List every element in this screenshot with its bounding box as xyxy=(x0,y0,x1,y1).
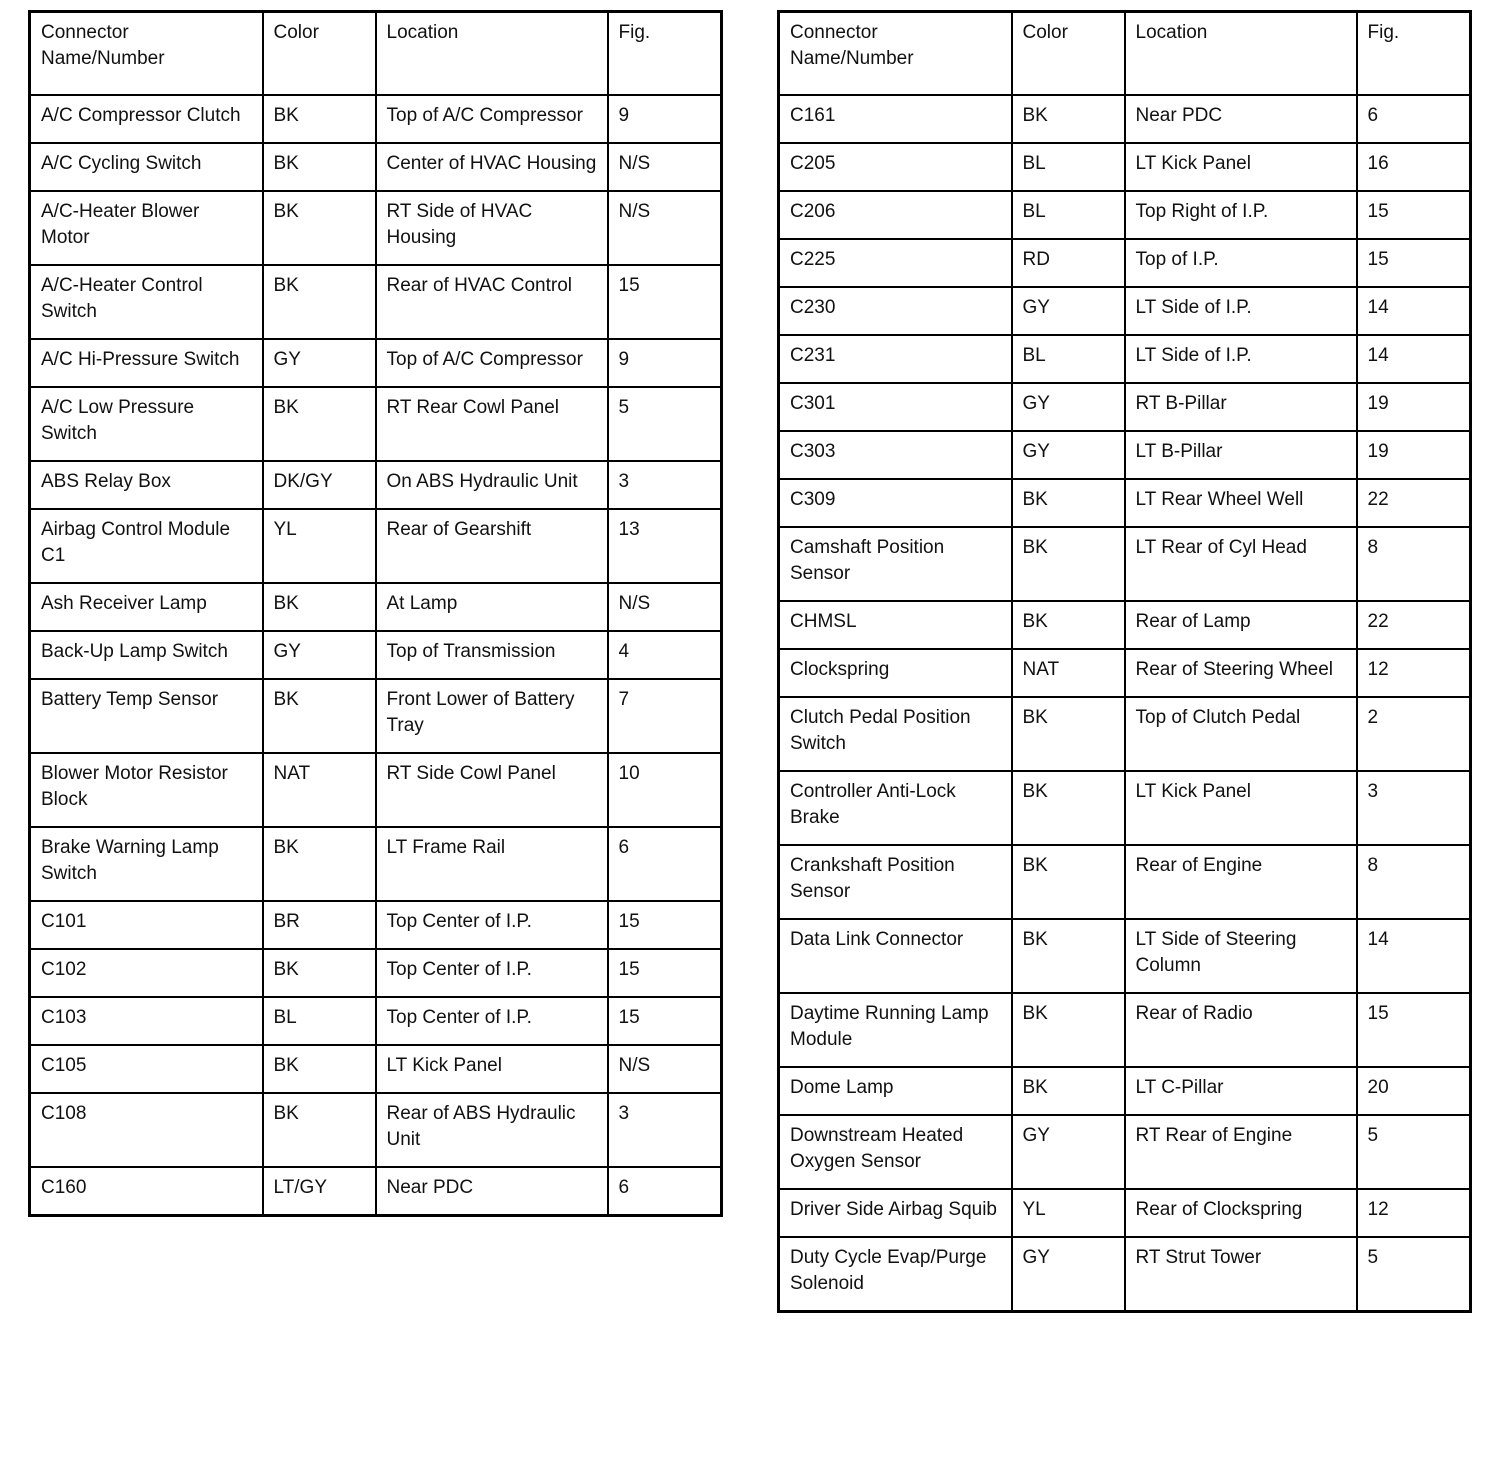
fig-cell: 12 xyxy=(1357,1189,1471,1237)
connector-name-cell: A/C Low Pressure Switch xyxy=(30,387,263,461)
table-row xyxy=(779,649,1471,697)
table-row xyxy=(30,827,722,901)
fig-cell: 13 xyxy=(608,509,722,583)
fig-cell: 15 xyxy=(1357,239,1471,287)
fig-cell: N/S xyxy=(608,143,722,191)
location-cell: Rear of Gearshift xyxy=(376,509,608,583)
table-row xyxy=(779,1189,1471,1237)
table-row xyxy=(779,431,1471,479)
fig-cell: 19 xyxy=(1357,431,1471,479)
connector-name-cell: C108 xyxy=(30,1093,263,1167)
table-row xyxy=(779,993,1471,1067)
location-cell: Top Center of I.P. xyxy=(376,949,608,997)
fig-cell: 3 xyxy=(608,461,722,509)
connector-name-cell: C225 xyxy=(779,239,1012,287)
connector-name-cell: A/C Hi-Pressure Switch xyxy=(30,339,263,387)
connector-name-cell: C205 xyxy=(779,143,1012,191)
location-cell: RT Strut Tower xyxy=(1125,1237,1357,1312)
color-cell: GY xyxy=(1012,1115,1125,1189)
color-cell: GY xyxy=(263,631,376,679)
color-cell: BK xyxy=(263,191,376,265)
location-cell: LT Side of I.P. xyxy=(1125,287,1357,335)
connector-table-left xyxy=(28,10,723,1217)
location-cell: Top of A/C Compressor xyxy=(376,339,608,387)
color-cell: LT/GY xyxy=(263,1167,376,1216)
connector-name-cell: Clutch Pedal Position Switch xyxy=(779,697,1012,771)
connector-name-cell: C231 xyxy=(779,335,1012,383)
table-row xyxy=(779,95,1471,143)
connector-name-cell: Back-Up Lamp Switch xyxy=(30,631,263,679)
location-cell: LT Rear Wheel Well xyxy=(1125,479,1357,527)
column-header: Connector Name/Number xyxy=(30,12,263,96)
color-cell: GY xyxy=(1012,431,1125,479)
table-row xyxy=(779,919,1471,993)
connector-name-cell: Data Link Connector xyxy=(779,919,1012,993)
column-header: Fig. xyxy=(1357,12,1471,96)
connector-name-cell: C101 xyxy=(30,901,263,949)
fig-cell: 22 xyxy=(1357,479,1471,527)
fig-cell: 15 xyxy=(608,901,722,949)
column-header: Fig. xyxy=(608,12,722,96)
location-cell: LT B-Pillar xyxy=(1125,431,1357,479)
fig-cell: 2 xyxy=(1357,697,1471,771)
connector-name-cell: Dome Lamp xyxy=(779,1067,1012,1115)
table-row xyxy=(779,383,1471,431)
fig-cell: 15 xyxy=(1357,993,1471,1067)
column-header: Color xyxy=(1012,12,1125,96)
color-cell: BK xyxy=(1012,1067,1125,1115)
fig-cell: 15 xyxy=(608,265,722,339)
location-cell: LT Frame Rail xyxy=(376,827,608,901)
location-cell: Center of HVAC Housing xyxy=(376,143,608,191)
color-cell: GY xyxy=(1012,287,1125,335)
color-cell: BK xyxy=(1012,95,1125,143)
location-cell: LT Side of I.P. xyxy=(1125,335,1357,383)
location-cell: LT C-Pillar xyxy=(1125,1067,1357,1115)
column-header: Color xyxy=(263,12,376,96)
location-cell: Top Right of I.P. xyxy=(1125,191,1357,239)
fig-cell: 6 xyxy=(608,827,722,901)
color-cell: GY xyxy=(263,339,376,387)
color-cell: NAT xyxy=(1012,649,1125,697)
connector-name-cell: Driver Side Airbag Squib xyxy=(779,1189,1012,1237)
table-row xyxy=(779,191,1471,239)
table-row xyxy=(779,771,1471,845)
location-cell: Top of Clutch Pedal xyxy=(1125,697,1357,771)
location-cell: Top of Transmission xyxy=(376,631,608,679)
color-cell: BK xyxy=(263,949,376,997)
connector-name-cell: Daytime Running Lamp Module xyxy=(779,993,1012,1067)
table-row xyxy=(30,1045,722,1093)
location-cell: Rear of Lamp xyxy=(1125,601,1357,649)
connector-name-cell: Ash Receiver Lamp xyxy=(30,583,263,631)
table-row xyxy=(30,949,722,997)
fig-cell: 12 xyxy=(1357,649,1471,697)
fig-cell: N/S xyxy=(608,1045,722,1093)
color-cell: BK xyxy=(1012,845,1125,919)
fig-cell: N/S xyxy=(608,191,722,265)
table-row xyxy=(30,461,722,509)
location-cell: LT Side of Steering Column xyxy=(1125,919,1357,993)
color-cell: BL xyxy=(263,997,376,1045)
table-row xyxy=(30,679,722,753)
location-cell: RT B-Pillar xyxy=(1125,383,1357,431)
fig-cell: 15 xyxy=(608,949,722,997)
location-cell: Front Lower of Battery Tray xyxy=(376,679,608,753)
location-cell: LT Kick Panel xyxy=(1125,143,1357,191)
table-row xyxy=(779,335,1471,383)
column-header: Location xyxy=(1125,12,1357,96)
color-cell: RD xyxy=(1012,239,1125,287)
table-row xyxy=(30,387,722,461)
location-cell: Top Center of I.P. xyxy=(376,997,608,1045)
location-cell: LT Rear of Cyl Head xyxy=(1125,527,1357,601)
location-cell: Rear of Steering Wheel xyxy=(1125,649,1357,697)
connector-name-cell: CHMSL xyxy=(779,601,1012,649)
fig-cell: 14 xyxy=(1357,335,1471,383)
connector-name-cell: Duty Cycle Evap/Purge Solenoid xyxy=(779,1237,1012,1312)
column-header: Location xyxy=(376,12,608,96)
color-cell: BR xyxy=(263,901,376,949)
location-cell: Rear of Radio xyxy=(1125,993,1357,1067)
header-row xyxy=(779,12,1471,96)
fig-cell: 3 xyxy=(608,1093,722,1167)
fig-cell: 8 xyxy=(1357,845,1471,919)
location-cell: Top of I.P. xyxy=(1125,239,1357,287)
location-cell: RT Side Cowl Panel xyxy=(376,753,608,827)
location-cell: Top of A/C Compressor xyxy=(376,95,608,143)
connector-name-cell: Airbag Control Module C1 xyxy=(30,509,263,583)
connector-name-cell: Crankshaft Position Sensor xyxy=(779,845,1012,919)
color-cell: BK xyxy=(1012,527,1125,601)
table-row xyxy=(779,845,1471,919)
table-row xyxy=(30,1093,722,1167)
fig-cell: 14 xyxy=(1357,287,1471,335)
connector-name-cell: A/C Cycling Switch xyxy=(30,143,263,191)
connector-name-cell: ABS Relay Box xyxy=(30,461,263,509)
color-cell: BK xyxy=(263,1093,376,1167)
color-cell: BK xyxy=(1012,919,1125,993)
table-row xyxy=(779,143,1471,191)
connector-name-cell: Camshaft Position Sensor xyxy=(779,527,1012,601)
color-cell: BK xyxy=(1012,601,1125,649)
location-cell: Near PDC xyxy=(1125,95,1357,143)
table-row xyxy=(30,265,722,339)
location-cell: Near PDC xyxy=(376,1167,608,1216)
table-row xyxy=(779,1115,1471,1189)
table-row xyxy=(30,997,722,1045)
header-row xyxy=(30,12,722,96)
connector-name-cell: C160 xyxy=(30,1167,263,1216)
connector-name-cell: Blower Motor Resistor Block xyxy=(30,753,263,827)
fig-cell: 3 xyxy=(1357,771,1471,845)
connector-name-cell: Battery Temp Sensor xyxy=(30,679,263,753)
fig-cell: 9 xyxy=(608,95,722,143)
fig-cell: 5 xyxy=(1357,1115,1471,1189)
connector-name-cell: C161 xyxy=(779,95,1012,143)
fig-cell: 4 xyxy=(608,631,722,679)
color-cell: BL xyxy=(1012,143,1125,191)
connector-name-cell: C303 xyxy=(779,431,1012,479)
connector-name-cell: A/C Compressor Clutch xyxy=(30,95,263,143)
connector-name-cell: A/C-Heater Control Switch xyxy=(30,265,263,339)
fig-cell: 6 xyxy=(1357,95,1471,143)
table-row xyxy=(779,479,1471,527)
color-cell: DK/GY xyxy=(263,461,376,509)
table-row xyxy=(779,601,1471,649)
location-cell: Top Center of I.P. xyxy=(376,901,608,949)
connector-name-cell: Clockspring xyxy=(779,649,1012,697)
color-cell: BK xyxy=(263,265,376,339)
connector-name-cell: Brake Warning Lamp Switch xyxy=(30,827,263,901)
location-cell: RT Rear Cowl Panel xyxy=(376,387,608,461)
table-row xyxy=(30,1167,722,1216)
table-row xyxy=(30,753,722,827)
table-row xyxy=(779,1067,1471,1115)
table-row xyxy=(30,95,722,143)
table-row xyxy=(779,1237,1471,1312)
color-cell: BL xyxy=(1012,191,1125,239)
color-cell: BK xyxy=(263,387,376,461)
color-cell: BK xyxy=(263,679,376,753)
location-cell: RT Side of HVAC Housing xyxy=(376,191,608,265)
color-cell: BK xyxy=(1012,771,1125,845)
color-cell: BK xyxy=(263,583,376,631)
fig-cell: 7 xyxy=(608,679,722,753)
fig-cell: 14 xyxy=(1357,919,1471,993)
fig-cell: 15 xyxy=(1357,191,1471,239)
fig-cell: 8 xyxy=(1357,527,1471,601)
connector-name-cell: C309 xyxy=(779,479,1012,527)
location-cell: Rear of ABS Hydraulic Unit xyxy=(376,1093,608,1167)
connector-name-cell: A/C-Heater Blower Motor xyxy=(30,191,263,265)
table-row xyxy=(30,583,722,631)
connector-name-cell: C230 xyxy=(779,287,1012,335)
color-cell: BK xyxy=(1012,697,1125,771)
connector-name-cell: C301 xyxy=(779,383,1012,431)
connector-name-cell: Controller Anti-Lock Brake xyxy=(779,771,1012,845)
fig-cell: N/S xyxy=(608,583,722,631)
fig-cell: 5 xyxy=(1357,1237,1471,1312)
connector-table-right xyxy=(777,10,1472,1313)
color-cell: BL xyxy=(1012,335,1125,383)
color-cell: BK xyxy=(263,95,376,143)
fig-cell: 5 xyxy=(608,387,722,461)
fig-cell: 19 xyxy=(1357,383,1471,431)
table-row xyxy=(30,191,722,265)
location-cell: RT Rear of Engine xyxy=(1125,1115,1357,1189)
location-cell: LT Kick Panel xyxy=(376,1045,608,1093)
table-row xyxy=(30,509,722,583)
location-cell: Rear of Engine xyxy=(1125,845,1357,919)
table-row xyxy=(30,901,722,949)
connector-name-cell: C102 xyxy=(30,949,263,997)
table-row xyxy=(30,339,722,387)
connector-name-cell: Downstream Heated Oxygen Sensor xyxy=(779,1115,1012,1189)
fig-cell: 20 xyxy=(1357,1067,1471,1115)
color-cell: BK xyxy=(1012,479,1125,527)
fig-cell: 16 xyxy=(1357,143,1471,191)
table-row xyxy=(30,631,722,679)
connector-name-cell: C206 xyxy=(779,191,1012,239)
fig-cell: 15 xyxy=(608,997,722,1045)
location-cell: At Lamp xyxy=(376,583,608,631)
color-cell: BK xyxy=(263,1045,376,1093)
color-cell: BK xyxy=(1012,993,1125,1067)
table-row xyxy=(779,239,1471,287)
fig-cell: 9 xyxy=(608,339,722,387)
table-row xyxy=(779,287,1471,335)
table-row xyxy=(30,143,722,191)
color-cell: YL xyxy=(1012,1189,1125,1237)
table-row xyxy=(779,697,1471,771)
location-cell: On ABS Hydraulic Unit xyxy=(376,461,608,509)
fig-cell: 10 xyxy=(608,753,722,827)
connector-name-cell: C105 xyxy=(30,1045,263,1093)
fig-cell: 22 xyxy=(1357,601,1471,649)
color-cell: YL xyxy=(263,509,376,583)
color-cell: GY xyxy=(1012,383,1125,431)
fig-cell: 6 xyxy=(608,1167,722,1216)
connector-name-cell: C103 xyxy=(30,997,263,1045)
location-cell: Rear of Clockspring xyxy=(1125,1189,1357,1237)
location-cell: LT Kick Panel xyxy=(1125,771,1357,845)
color-cell: BK xyxy=(263,827,376,901)
location-cell: Rear of HVAC Control xyxy=(376,265,608,339)
color-cell: BK xyxy=(263,143,376,191)
color-cell: GY xyxy=(1012,1237,1125,1312)
table-row xyxy=(779,527,1471,601)
column-header: Connector Name/Number xyxy=(779,12,1012,96)
color-cell: NAT xyxy=(263,753,376,827)
